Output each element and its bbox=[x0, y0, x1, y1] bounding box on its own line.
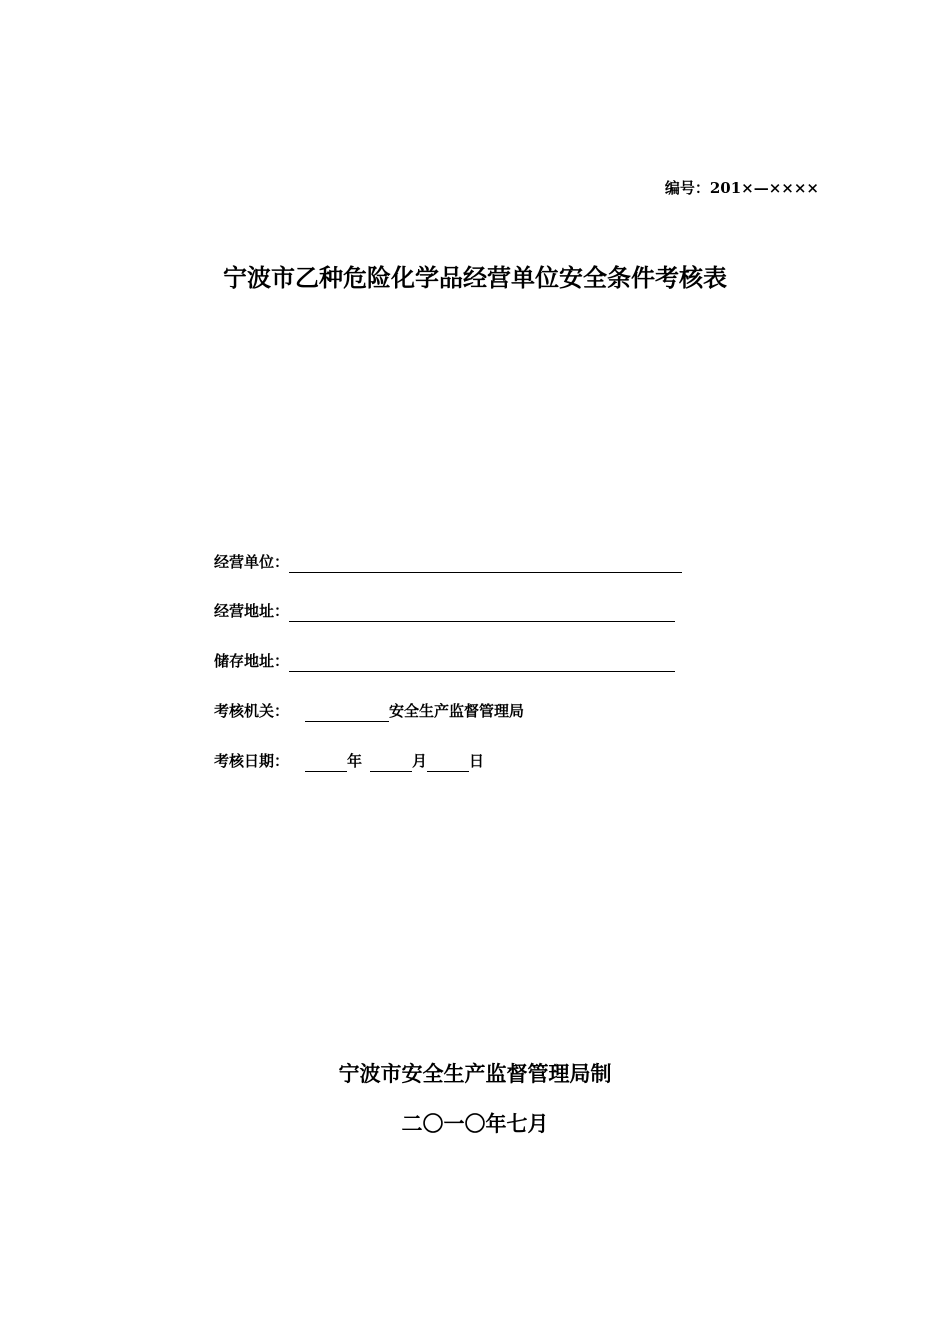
business-unit-label: 经营单位： bbox=[214, 553, 290, 571]
authority-suffix: 安全生产监督管理局 bbox=[389, 702, 525, 720]
authority-field bbox=[214, 700, 524, 722]
business-address-field bbox=[214, 600, 675, 622]
day-blank[interactable] bbox=[427, 753, 469, 772]
assessment-date-field bbox=[214, 750, 484, 772]
issue-date: 二〇一〇年七月 bbox=[401, 1111, 549, 1136]
year-unit: 年 bbox=[347, 752, 363, 770]
storage-address-field bbox=[214, 650, 675, 672]
document-number: 编号：201×—×××× bbox=[664, 179, 819, 197]
month-unit: 月 bbox=[412, 752, 428, 770]
issuer: 宁波市安全生产监督管理局制 bbox=[338, 1061, 612, 1086]
authority-label: 考核机关： bbox=[214, 702, 290, 720]
date-label: 考核日期： bbox=[214, 752, 290, 770]
year-blank[interactable] bbox=[305, 753, 347, 772]
authority-blank[interactable] bbox=[305, 703, 389, 722]
day-unit: 日 bbox=[469, 752, 485, 770]
storage-address-label: 储存地址： bbox=[214, 652, 290, 670]
business-address-blank[interactable] bbox=[289, 603, 675, 622]
business-unit-blank[interactable] bbox=[289, 554, 682, 573]
month-blank[interactable] bbox=[370, 753, 412, 772]
page-title: 宁波市乙种危险化学品经营单位安全条件考核表 bbox=[223, 263, 727, 292]
business-unit-field bbox=[214, 551, 682, 573]
business-address-label: 经营地址： bbox=[214, 602, 290, 620]
storage-address-blank[interactable] bbox=[289, 653, 675, 672]
